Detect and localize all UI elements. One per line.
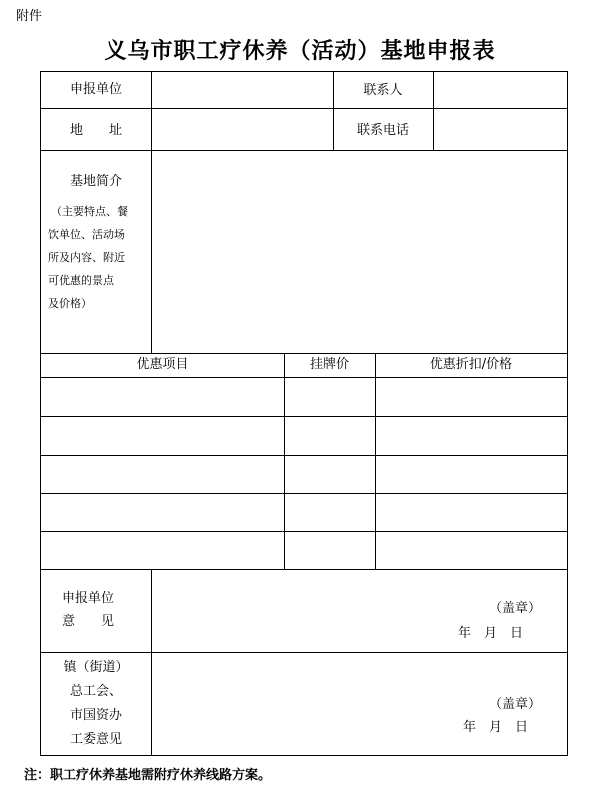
- discount-item-header: 优惠项目: [136, 357, 189, 372]
- unit-opinion-seal: （盖章）: [489, 601, 542, 616]
- unit-opinion-date: 年 月 日: [458, 626, 524, 641]
- unit-label: 申报单位: [69, 82, 122, 97]
- col-divider: [375, 353, 376, 569]
- intro-detail-line: 可优惠的景点: [48, 274, 114, 287]
- discount-row-2-item-cell[interactable]: [42, 417, 283, 454]
- col-divider: [284, 353, 285, 569]
- unit-opinion-label-line2: 意 见: [62, 614, 115, 629]
- intro-detail-line: 饮单位、活动场: [48, 228, 125, 241]
- address-label: 地 址: [69, 123, 122, 138]
- discount-price-header: 优惠折扣/价格: [429, 357, 513, 372]
- row-divider: [41, 108, 567, 109]
- union-opinion-label-line: 工委意见: [69, 732, 122, 747]
- union-opinion-label-line: 镇（街道）: [63, 660, 129, 675]
- discount-row-5-item-cell[interactable]: [42, 532, 283, 568]
- list-price-header: 挂牌价: [309, 357, 349, 372]
- union-opinion-label-line: 总工会、: [69, 684, 122, 699]
- phone-label: 联系电话: [356, 123, 409, 138]
- contact-label: 联系人: [363, 83, 403, 98]
- row-divider: [41, 652, 567, 653]
- col-divider: [433, 72, 434, 150]
- annex-label: 附件: [16, 9, 43, 24]
- discount-row-1-item-cell[interactable]: [42, 378, 283, 415]
- intro-detail-line: （主要特点、餐: [51, 205, 128, 218]
- union-opinion-seal: （盖章）: [489, 697, 542, 712]
- col-divider: [151, 72, 152, 353]
- application-form: [40, 71, 568, 756]
- discount-row-3-item-cell[interactable]: [42, 456, 283, 492]
- page-title: 义乌市职工疗休养（活动）基地申报表: [104, 39, 496, 64]
- union-opinion-date: 年 月 日: [463, 720, 529, 735]
- intro-detail-line: 及价格）: [48, 297, 92, 310]
- row-divider: [41, 569, 567, 570]
- intro-detail-line: 所及内容、附近: [48, 251, 125, 264]
- row-divider: [41, 353, 567, 354]
- footnote: 注：职工疗休养基地需附疗休养线路方案。: [24, 768, 272, 783]
- discount-row-4-item-cell[interactable]: [42, 494, 283, 530]
- row-divider: [41, 150, 567, 151]
- union-opinion-label-line: 市国资办: [69, 708, 122, 723]
- unit-opinion-label-line1: 申报单位: [62, 591, 115, 606]
- intro-label: 基地简介: [69, 174, 122, 189]
